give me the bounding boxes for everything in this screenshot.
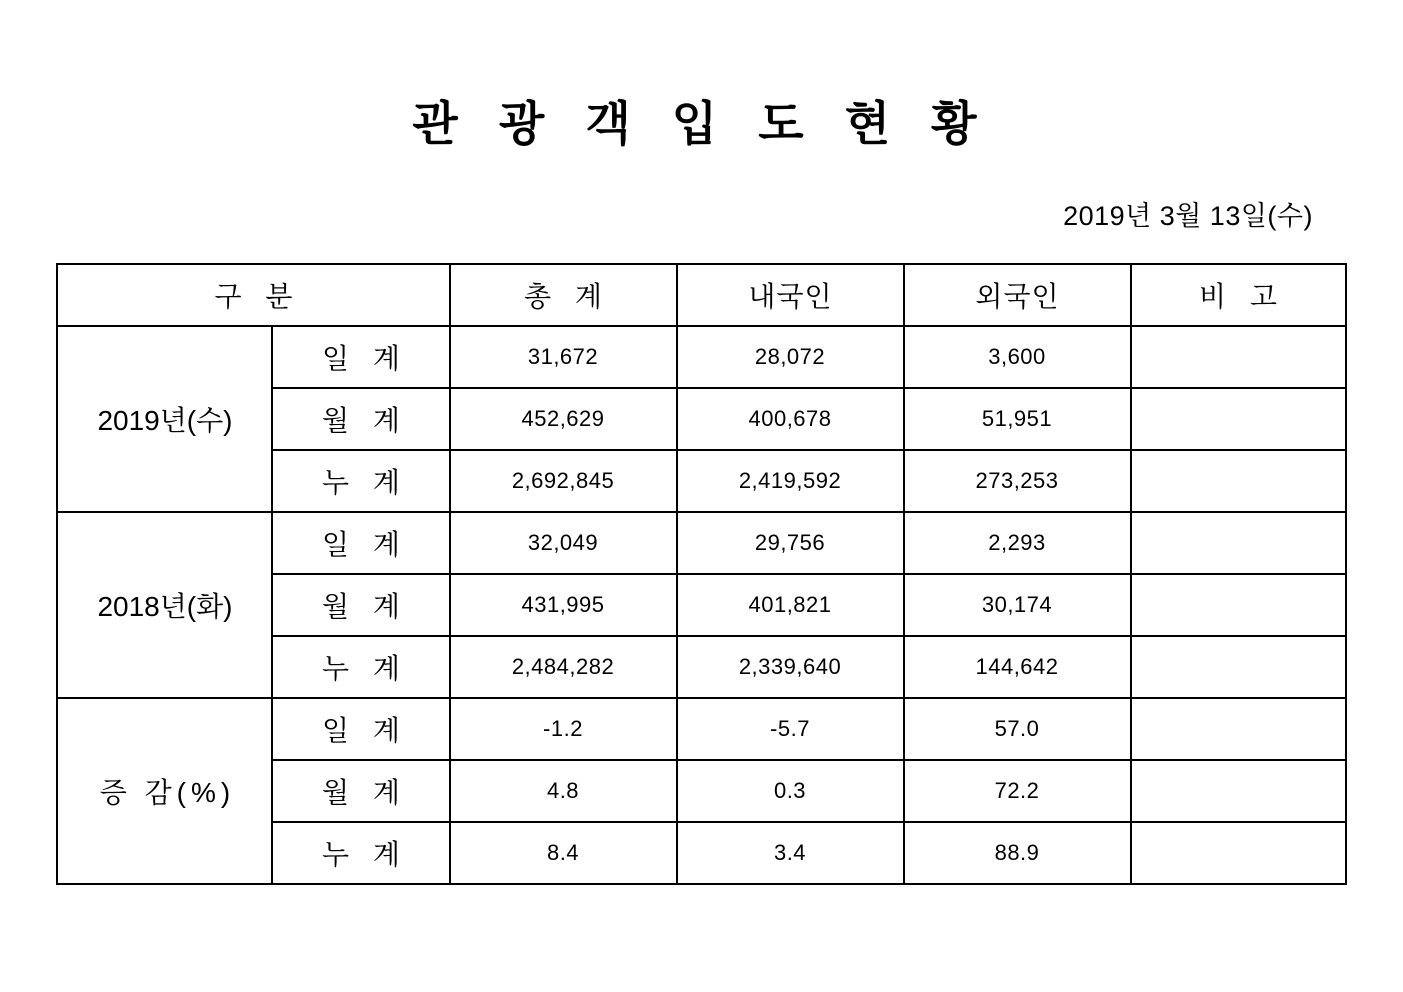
row-label: 누 계 — [272, 450, 449, 512]
cell-domestic: 29,756 — [677, 512, 904, 574]
cell-note — [1131, 326, 1346, 388]
row-label: 월 계 — [272, 574, 449, 636]
cell-total: 31,672 — [450, 326, 677, 388]
cell-total: 2,692,845 — [450, 450, 677, 512]
header-note: 비 고 — [1131, 264, 1346, 326]
cell-total: -1.2 — [450, 698, 677, 760]
table-row — [57, 698, 1345, 760]
cell-foreign: 144,642 — [904, 636, 1131, 698]
cell-domestic: 28,072 — [677, 326, 904, 388]
table-header-row — [57, 264, 1345, 326]
row-label: 누 계 — [272, 636, 449, 698]
row-label: 월 계 — [272, 388, 449, 450]
cell-foreign: 273,253 — [904, 450, 1131, 512]
cell-domestic: 401,821 — [677, 574, 904, 636]
cell-foreign: 3,600 — [904, 326, 1131, 388]
cell-foreign: 57.0 — [904, 698, 1131, 760]
cell-foreign: 88.9 — [904, 822, 1131, 884]
cell-domestic: 3.4 — [677, 822, 904, 884]
cell-total: 32,049 — [450, 512, 677, 574]
cell-foreign: 72.2 — [904, 760, 1131, 822]
cell-note — [1131, 574, 1346, 636]
row-label: 일 계 — [272, 326, 449, 388]
cell-note — [1131, 512, 1346, 574]
cell-foreign: 30,174 — [904, 574, 1131, 636]
row-label: 일 계 — [272, 698, 449, 760]
page-title: 관 광 객 입 도 현 황 — [412, 97, 991, 150]
cell-total: 2,484,282 — [450, 636, 677, 698]
tourist-arrivals-table — [56, 263, 1346, 885]
group-label-2019: 2019년(수) — [57, 326, 272, 512]
group-label-change: 증 감(%) — [57, 698, 272, 884]
cell-note — [1131, 698, 1346, 760]
cell-foreign: 2,293 — [904, 512, 1131, 574]
cell-domestic: 2,339,640 — [677, 636, 904, 698]
cell-domestic: 2,419,592 — [677, 450, 904, 512]
header-total: 총 계 — [450, 264, 677, 326]
cell-note — [1131, 822, 1346, 884]
cell-domestic: 0.3 — [677, 760, 904, 822]
table-row — [57, 326, 1345, 388]
report-date: 2019년 3월 13일(수) — [1063, 200, 1313, 231]
cell-note — [1131, 760, 1346, 822]
group-label-2018: 2018년(화) — [57, 512, 272, 698]
header-division: 구 분 — [57, 264, 449, 326]
row-label: 월 계 — [272, 760, 449, 822]
cell-note — [1131, 450, 1346, 512]
cell-domestic: -5.7 — [677, 698, 904, 760]
cell-foreign: 51,951 — [904, 388, 1131, 450]
cell-total: 431,995 — [450, 574, 677, 636]
header-foreign: 외국인 — [904, 264, 1131, 326]
cell-note — [1131, 388, 1346, 450]
cell-total: 4.8 — [450, 760, 677, 822]
header-domestic: 내국인 — [677, 264, 904, 326]
row-label: 누 계 — [272, 822, 449, 884]
cell-domestic: 400,678 — [677, 388, 904, 450]
table-row — [57, 512, 1345, 574]
cell-total: 8.4 — [450, 822, 677, 884]
cell-note — [1131, 636, 1346, 698]
cell-total: 452,629 — [450, 388, 677, 450]
row-label: 일 계 — [272, 512, 449, 574]
